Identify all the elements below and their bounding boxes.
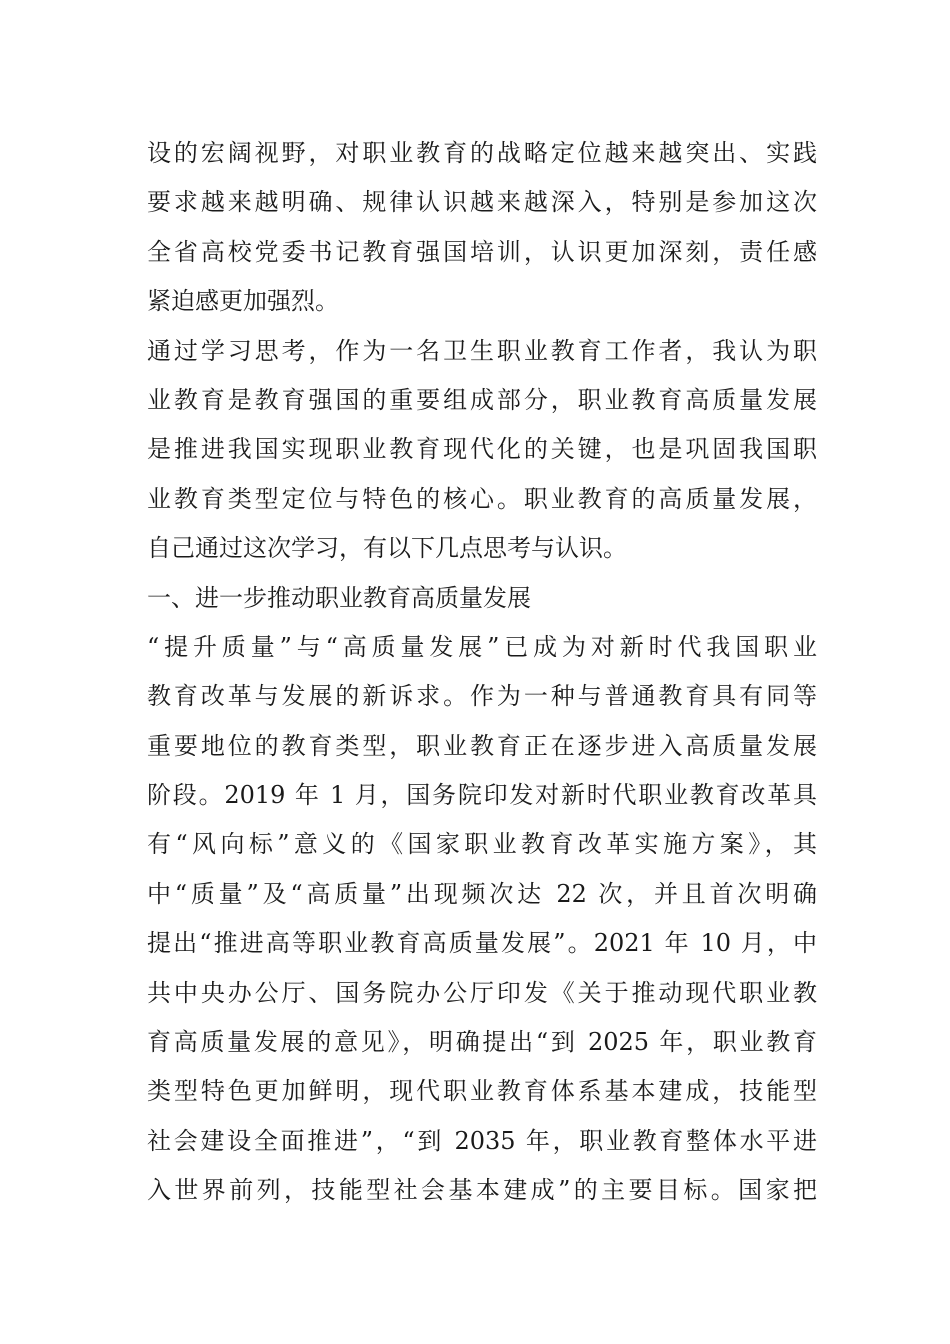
text-line: 育高质量发展的意见》，明确提出“到 2025 年，职业教育 <box>147 1028 817 1057</box>
text-line: 类型特色更加鲜明，现代职业教育体系基本建成，技能型 <box>147 1077 817 1106</box>
text-line: 设的宏阔视野，对职业教育的战略定位越来越突出、实践 <box>147 139 817 167</box>
text-line: 有“风向标”意义的《国家职业教育改革实施方案》，其 <box>147 830 817 859</box>
text-line: 是推进我国实现职业教育现代化的关键，也是巩固我国职 <box>147 435 817 464</box>
text-line: 业教育类型定位与特色的核心。职业教育的高质量发展， <box>147 484 817 513</box>
text-line: 入世界前列，技能型社会基本建成”的主要目标。国家把 <box>147 1176 817 1205</box>
document-body <box>147 129 817 1216</box>
text-line: 要求越来越明确、规律认识越来越深入，特别是参加这次 <box>147 188 817 217</box>
text-line: 紧迫感更加强烈。 <box>147 287 339 316</box>
text-line: 业教育是教育强国的重要组成部分，职业教育高质量发展 <box>147 385 817 414</box>
text-line: 通过学习思考，作为一名卫生职业教育工作者，我认为职 <box>147 336 817 365</box>
text-line: 重要地位的教育类型，职业教育正在逐步进入高质量发展 <box>147 731 817 760</box>
text-line: 全省高校党委书记教育强国培训，认识更加深刻，责任感 <box>147 237 817 266</box>
text-line: 阶段。2019 年 1 月，国务院印发对新时代职业教育改革具 <box>147 781 817 810</box>
text-line: 提出“推进高等职业教育高质量发展”。2021 年 10 月，中 <box>147 929 817 958</box>
text-line: 自己通过这次学习，有以下几点思考与认识。 <box>147 534 627 563</box>
text-line: 教育改革与发展的新诉求。作为一种与普通教育具有同等 <box>147 682 817 711</box>
text-line: 共中央办公厅、国务院办公厅印发《关于推动现代职业教 <box>147 978 817 1007</box>
text-line: 中“质量”及“高质量”出现频次达 22 次，并且首次明确 <box>147 879 817 908</box>
text-line: “提升质量”与“高质量发展”已成为对新时代我国职业 <box>147 632 817 661</box>
section-heading: 一、进一步推动职业教育高质量发展 <box>147 583 531 612</box>
text-line: 社会建设全面推进”，“到 2035 年，职业教育整体水平进 <box>147 1126 817 1155</box>
